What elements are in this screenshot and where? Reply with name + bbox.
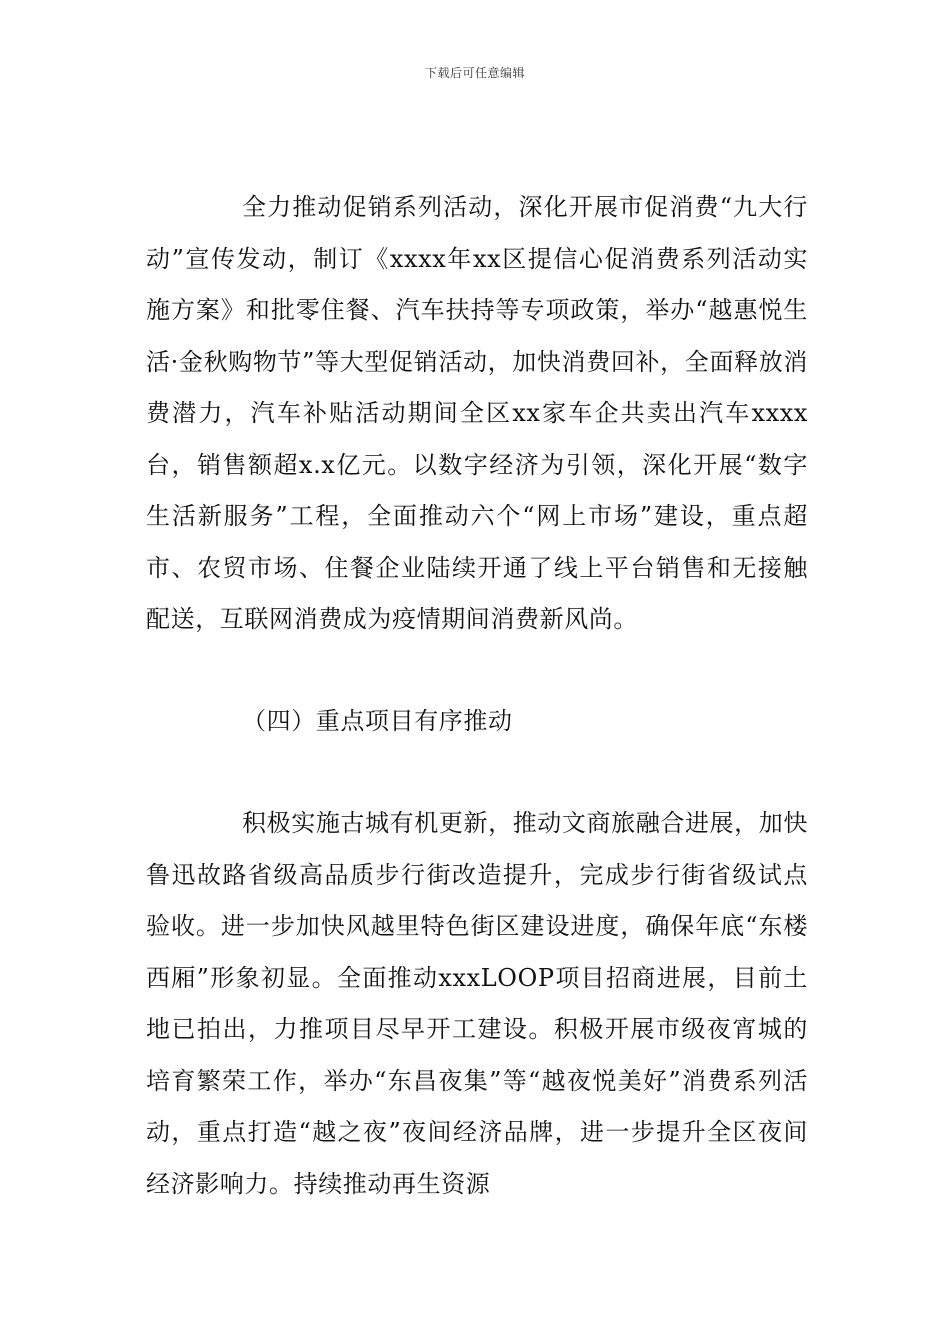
header-note: 下载后可任意编辑 — [424, 66, 525, 80]
paragraph-key-projects: 积极实施古城有机更新，推动文商旅融合进展，加快鲁迅故路省级高品质步行街改造提升，完成步行街省级试点验收。进一步加快风越里特色街区建设进度，确保年底“东楼西厢”形象初显。全面推动xxxLOOP项目招商进展，目前土地已拍出，力推项目尽早开工建设。积极开展市级夜宵城的培育繁荣工作，举办“东昌夜集”等“越夜悦美好”消费系列活动，重点打造“越之夜”夜间经济品牌，进一步提升全区夜间经济影响力。持续推动再生资源 — [146, 809, 808, 1198]
section-heading: （四）重点项目有序推动 — [242, 706, 513, 735]
paragraph-consumption-promotion: 全力推动促销系列活动，深化开展市促消费“九大行动”宣传发动，制订《xxxx年xx区提信心促消费系列活动实施方案》和批零住餐、汽车扶持等专项政策，举办“越惠悦生活·金秋购物节”等大型促销活动，加快消费回补，全面释放消费潜力，汽车补贴活动期间全区xx家车企共卖出汽车xxxx台，销售额超x.x亿元。以数字经济为引领，深化开展“数字生活新服务”工程，全面推动六个“网上市场”建设，重点超市、农贸市场、住餐企业陆续开通了线上平台销售和无接触配送，互联网消费成为疫情期间消费新风尚。 — [146, 193, 808, 633]
document-body — [146, 182, 808, 1210]
